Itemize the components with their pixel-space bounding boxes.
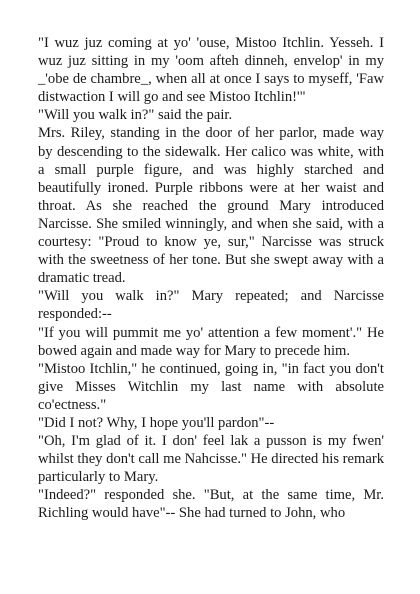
paragraph: "Will you walk in?" Mary repeated; and Narcisse responded:-- xyxy=(38,288,384,323)
paragraph: "Oh, I'm glad of it. I don' feel lak a pusson is my fwen' whilst they don't call me Nahcisse." He directed his remark particularly to Mary. xyxy=(38,433,384,486)
paragraph: Mrs. Riley, standing in the door of her parlor, made way by descending to the sidewalk. Her calico was white, with a small purple figure, and was highly starched and beautifully ironed. Purple ribbons were at her waist and throat. As she reached the ground Mary introduced Narcisse. She smiled winningly, and when she said, with a courtesy: "Proud to know ye, sur," Narcisse was struck with the sweetness of her tone. But she swept away with a dramatic tread. xyxy=(38,125,384,287)
paragraph: "Mistoo Itchlin," he continued, going in, "in fact you don't give Misses Witchlin my last name with absolute co'ectness." xyxy=(38,360,384,413)
paragraph: "I wuz juz coming at yo' 'ouse, Mistoo Itchlin. Yesseh. I wuz juz sitting in my 'oom afteh dinneh, envelop' in my _'obe de chambre_, when all at once I says to myseff, 'Faw distwaction I will go and see Mistoo Itchlin!'" xyxy=(38,35,384,106)
book-page xyxy=(38,34,384,523)
paragraph: "If you will pummit me yo' attention a few moment'." He bowed again and made way for Mary to precede him. xyxy=(38,324,384,359)
paragraph: "Did I not? Why, I hope you'll pardon"-- xyxy=(38,414,275,431)
paragraph: "Indeed?" responded she. "But, at the same time, Mr. Richling would have"-- She had turned to John, who xyxy=(38,487,384,522)
paragraph: "Will you walk in?" said the pair. xyxy=(38,107,233,124)
